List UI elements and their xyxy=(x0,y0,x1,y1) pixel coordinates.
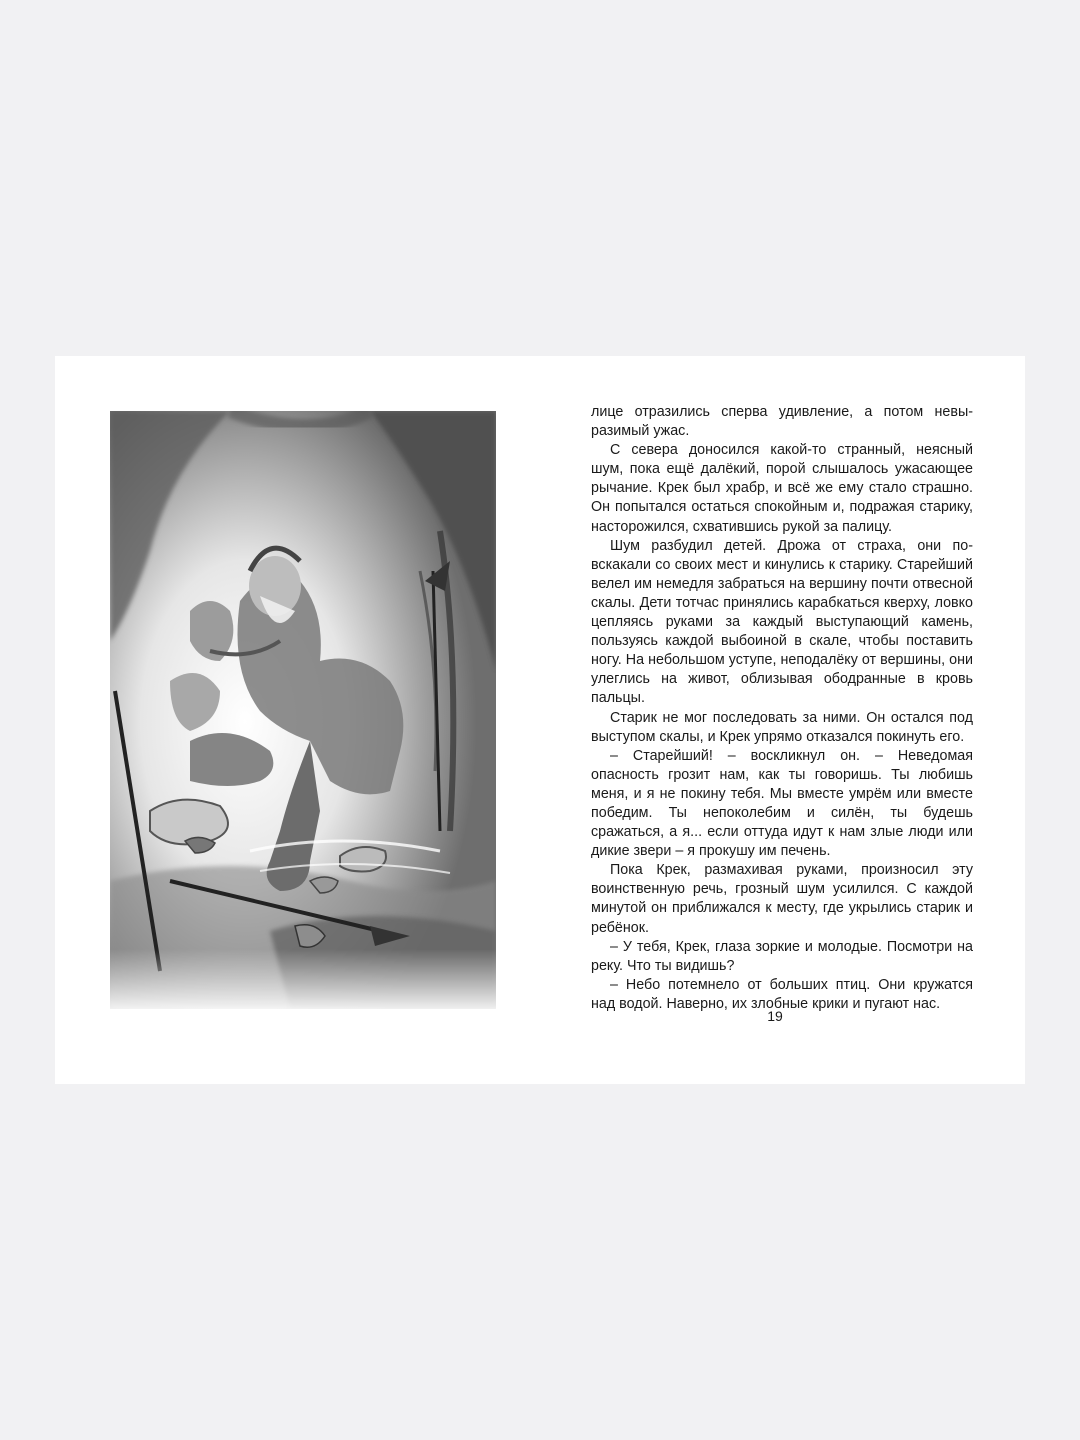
illustration xyxy=(110,411,496,1009)
paragraph-3: Шум разбудил детей. Дрожа от страха, они повскакали со своих мест и кинулись к старику. Старейший велел им немедля забраться на вершину почти отвесной скалы. Дети тотчас принялись карабкаться кверху, ловко цепляясь руками за каждый выступающий камень, пользуясь каждой выбоиной в скале, чтобы поставить ногу. На небольшом уступе, неподалёку от вершины, они улеглись на живот, облизывая ободранные в кровь пальцы. xyxy=(591,537,973,707)
book-page-spread xyxy=(55,356,1025,1084)
paragraph-5: – Старейший! – воскликнул он. – Неведомая опасность грозит нам, как ты говоришь. Ты любишь меня, и я не покину тебя. Мы вместе умрём или вместе победим. Ты непоколебим и силён, ты будешь сражаться, а я... если оттуда идут к нам злые люди или дикие звери – я прокушу им печень. xyxy=(591,747,973,860)
paragraph-8: – Небо потемнело от больших птиц. Они кружатся над водой. Наверно, их злобные крики и пугают нас. xyxy=(591,976,973,1012)
paragraph-6: Пока Крек, размахивая руками, произносил эту воинственную речь, грозный шум усилился. С каждой минутой он приближался к месту, где укрылись старик и ребёнок. xyxy=(591,862,973,936)
paragraph-7: – У тебя, Крек, глаза зоркие и молодые. Посмотри на реку. Что ты видишь? xyxy=(591,938,973,974)
paragraph-2: С севера доносился какой-то странный, неясный шум, пока ещё далёкий, порой слышалось ужасающее рычание. Крек был храбр, и всё же ему стало страшно. Он попытался остаться спокойным и, подражая старику, насторожился, схватившись рукой за палицу. xyxy=(591,442,973,535)
old-man-sitting-illustration-icon xyxy=(110,411,496,1009)
paragraph-4: Старик не мог последовать за ними. Он остался под выступом скалы, и Крек упрямо отказался покинуть его. xyxy=(591,709,973,745)
paragraph-1: лице отразились сперва удивление, а потом невыразимый ужас. xyxy=(591,404,973,440)
page-number: 19 xyxy=(767,1008,783,1024)
text-column xyxy=(591,403,973,1014)
